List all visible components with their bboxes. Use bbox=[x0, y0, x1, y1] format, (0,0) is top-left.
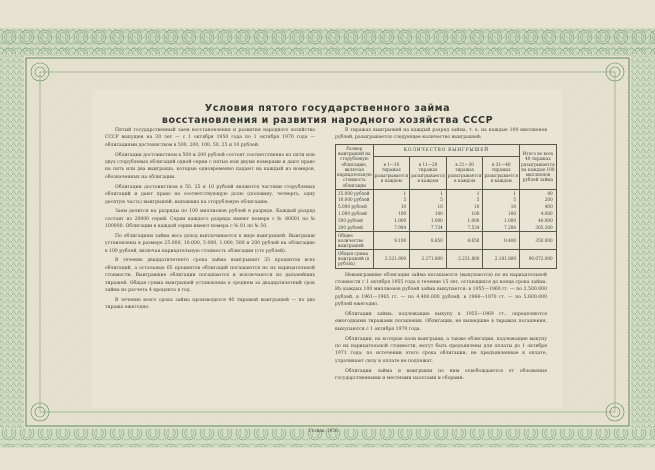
table-cell-label: 200 рублей bbox=[336, 224, 374, 231]
total-count-value: 8.850 bbox=[410, 231, 447, 249]
total-sum-value: 2.321.800 bbox=[373, 250, 410, 268]
printer-imprint: Гознак. 1950. bbox=[308, 428, 340, 433]
right-paragraph: Облигации займа, подлежащие выкупу в 1955—1969 гг., определяются ежегодными тиражами погашения. Облигации, не вышедшие в тиражах погашения, выкупаются с 1 октября 1970 года. bbox=[335, 312, 547, 332]
table-row bbox=[336, 250, 557, 268]
table-cell-label: 1.000 рублей bbox=[336, 210, 374, 217]
right-paragraph: Облигации займа и выигрыши по ним освобождаются от обложения государственными и местными налогами и сборами. bbox=[335, 368, 547, 382]
table-cell-value: 1.000 bbox=[373, 217, 410, 224]
left-paragraph: По облигациям займа весь доход выплачивается в виде выигрышей. Выигрыши установлены в размере 25.000, 10.000, 5.000, 1.000, 500 и 200 рублей на облигацию в 100 рублей, включая нарицательную стоимость облигации (сто рублей). bbox=[105, 233, 315, 254]
table-cell-label: 5.000 рублей bbox=[336, 203, 374, 210]
table-cell-value: 100 bbox=[483, 210, 520, 217]
table-cell-value: 40.000 bbox=[520, 217, 557, 224]
table-cell-value: 1.000 bbox=[483, 217, 520, 224]
total-sum-value: 2.181.800 bbox=[483, 250, 520, 268]
table-cell-value: 100 bbox=[410, 210, 447, 217]
total-sum-label: Общая сумма выигрышей (в рублях) bbox=[336, 250, 374, 268]
table-col: в 31—40 тиражах разыгрывается в каждом bbox=[483, 156, 520, 189]
table-body bbox=[336, 189, 557, 268]
left-paragraph: В течение всего срока займа производится 40 тиражей выигрышей — по два тиража ежегодно. bbox=[105, 297, 315, 311]
table-cell-value: 100 bbox=[446, 210, 483, 217]
table-cell-value: 10 bbox=[410, 203, 447, 210]
right-column bbox=[335, 127, 555, 385]
total-sum-value: 90.072.000 bbox=[520, 250, 557, 268]
winnings-table bbox=[335, 144, 557, 268]
table-cell-value: 1 bbox=[410, 189, 447, 196]
table-cell-label: 500 рублей bbox=[336, 217, 374, 224]
table-cell-value: 5 bbox=[410, 197, 447, 204]
table-row bbox=[336, 224, 557, 231]
total-count-label: Общее количество выигрышей bbox=[336, 231, 374, 249]
left-column bbox=[105, 127, 315, 314]
table-cell-value: 5 bbox=[373, 197, 410, 204]
table-cell-value: 10 bbox=[446, 203, 483, 210]
left-paragraph: Заем делится на разряды по 100 миллионов рублей в разряде. Каждый разряд состоит из 20000 серий. Серии каждого разряда имеют номера с № 80001 по № 100000. Облигации в каждой серии имеют номера с № 01 по № 50. bbox=[105, 209, 315, 230]
total-sum-value: 2.271.800 bbox=[410, 250, 447, 268]
left-paragraph: Облигации достоинством в 500 и 200 рублей состоят соответственно из пяти или двух сторублевых облигаций одной серии с пятью или двумя номерами и дают право на пять или два выигрыша, которые одновременно падают на каждый из номеров, обозначенных на облигации. bbox=[105, 152, 315, 180]
right-paragraph: Облигации, на которые пали выигрыши, а также облигации, подлежащие выкупу по их нарицательной стоимости, могут быть предъявлены для оплаты до 1 октября 1971 года; по истечении этого срока облигации, не предъявленные к оплате, утрачивают силу и оплате не подлежат. bbox=[335, 336, 547, 364]
table-cell-value: 1.000 bbox=[446, 217, 483, 224]
table-cell-value: 1 bbox=[446, 189, 483, 196]
total-sum-value: 2.231.800 bbox=[446, 250, 483, 268]
left-paragraph: Пятый государственный заем восстановления и развития народного хозяйства СССР выпущен на 20 лет — с 1 октября 1950 года по 1 октября 1970 года — облигациями достоинством в 500, 200, 100, 50, 25 и 10 рублей. bbox=[105, 128, 315, 148]
table-cell-value: 7.734 bbox=[410, 224, 447, 231]
table-cell-label: 25.000 рублей bbox=[336, 189, 374, 196]
left-paragraph: В течение двадцатилетнего срока займа выигрывает 35 процентов всех облигаций, а остальные 65 процентов облигаций погашаются по их нарицательной стоимости. Выигравшие облигации погашаются и исключаются из дальнейших тиражей. Общая сумма выигрышей установлена в среднем за двадцатилетний срок займа из расчета 4 процента в год. bbox=[105, 258, 315, 294]
table-cell-value: 5 bbox=[446, 197, 483, 204]
table-cell-value: 305.360 bbox=[520, 224, 557, 231]
table-cell-value: 7.284 bbox=[483, 224, 520, 231]
table-cell-value: 7.534 bbox=[446, 224, 483, 231]
total-count-value: 9.100 bbox=[373, 231, 410, 249]
title-line-2: восстановления и развития народного хозяйства СССР bbox=[161, 115, 494, 126]
guilloche-border bbox=[0, 28, 655, 448]
table-row bbox=[336, 231, 557, 249]
table-cell-value: 7.984 bbox=[373, 224, 410, 231]
table-cell-value: 200 bbox=[520, 197, 557, 204]
table-col: в 11—20 тиражах разыгрывается в каждом bbox=[410, 156, 447, 189]
table-head-label: Размер выигрышей на сторублевую облигацию, включая нарицательную стоимость облигации bbox=[337, 145, 372, 188]
table-cell-value: 4.000 bbox=[520, 210, 557, 217]
table-cell-value: 1 bbox=[373, 189, 410, 196]
total-count-value: 8.650 bbox=[446, 231, 483, 249]
table-row bbox=[336, 189, 557, 196]
table-group-label: КОЛИЧЕСТВО ВЫИГРЫШЕЙ bbox=[373, 145, 520, 156]
table-cell-value: 10 bbox=[483, 203, 520, 210]
title-line-1: Условия пятого государственного займа bbox=[204, 103, 451, 114]
table-col: в 1—10 тиражах разыгрывается в каждом bbox=[373, 156, 410, 189]
total-count-value: 350.000 bbox=[520, 231, 557, 249]
table-row bbox=[336, 197, 557, 204]
table-row bbox=[336, 210, 557, 217]
table-cell-value: 400 bbox=[520, 203, 557, 210]
left-paragraph: Облигации достоинством в 50, 25 и 10 рублей являются частями сторублевых облигаций и дают право на соответствующую долю (половину, четверть, одну десятую часть) выигрышей, выпавших на сторублевую облигацию. bbox=[105, 184, 315, 205]
table-cell-value: 10 bbox=[373, 203, 410, 210]
table-cell-value: 100 bbox=[373, 210, 410, 217]
table-cell-label: 10.000 рублей bbox=[336, 197, 374, 204]
right-paragraph: Невыигравшие облигации займа погашаются (выкупаются) по их нарицательной стоимости с 1 октября 1955 года в течение 15 лет, остающихся до конца срока займа. Из каждых 100 миллионов рублей займа выкупается: в 1955—1960 гг. — по 2.500.000 рублей, в 1961—1965 гг. — по 4.400.000 рублей, в 1966—1970 гг. — по 5.600.000 рублей ежегодно. bbox=[335, 272, 547, 308]
table-cell-value: 1.000 bbox=[410, 217, 447, 224]
table-col-total: Итого во всех 40 тиражах разыгрывается на каждые 100 миллионов рублей займа bbox=[520, 145, 557, 190]
table-cell-value: 1 bbox=[483, 189, 520, 196]
table-row bbox=[336, 203, 557, 210]
right-intro: В тиражах выигрышей на каждый разряд займа, т. е. на каждые 100 миллионов рублей, разыгрывается следующее количество выигрышей: bbox=[335, 128, 547, 141]
total-count-value: 8.400 bbox=[483, 231, 520, 249]
table-cell-value: 5 bbox=[483, 197, 520, 204]
table-col: в 21—30 тиражах разыгрывается в каждом bbox=[446, 156, 483, 189]
table-row bbox=[336, 217, 557, 224]
table-cell-value: 40 bbox=[520, 189, 557, 196]
